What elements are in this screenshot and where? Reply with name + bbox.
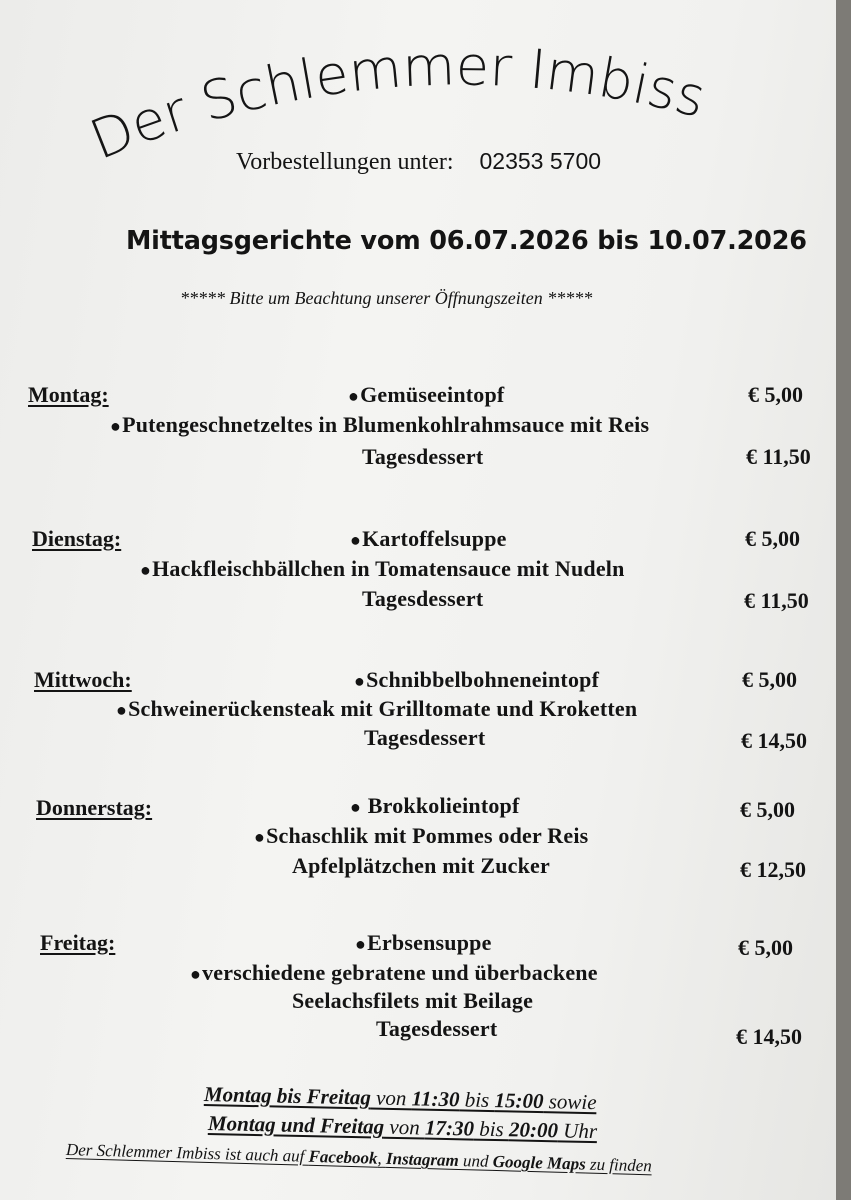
tuesday-main-price: € 11,50 [744,588,809,613]
social-media-line: Der Schlemmer Imbiss ist auch auf Facebook, Instagram und Google Maps zu finden [65,1140,653,1176]
wednesday-main: ●Schweinerückensteak mit Grilltomate und Kroketten [116,696,638,721]
tuesday-soup: ●Kartoffelsuppe [350,526,507,551]
friday-main-line2: Seelachsfilets mit Beilage [292,988,534,1013]
restaurant-title-text: Der Schlemmer Imbiss [81,34,713,172]
tuesday-main: ●Hackfleischbällchen in Tomatensauce mit Nudeln [140,556,625,581]
thursday-dessert: Apfelplätzchen mit Zucker [292,853,550,878]
monday-main: ●Putengeschnetzeltes in Blumenkohlrahmsauce mit Reis [110,412,650,437]
preorder-line [236,148,601,176]
tuesday-soup-price: € 5,00 [745,526,800,551]
wednesday-main-price: € 14,50 [741,728,807,753]
day-monday: Montag: [28,382,109,407]
wednesday-soup: ●Schnibbelbohneneintopf [354,667,600,692]
friday-soup-price: € 5,00 [738,935,793,960]
friday-soup: ●Erbsensuppe [355,930,492,955]
menu-heading: Mittagsgerichte vom 06.07.2026 bis 10.07.2026 [126,226,807,256]
thursday-main: ●Schaschlik mit Pommes oder Reis [254,823,589,848]
opening-hours-line-1: Montag bis Freitag von 11:30 bis 15:00 sowie [203,1082,597,1115]
friday-main: ●verschiedene gebratene und überbackene [190,960,598,985]
day-tuesday: Dienstag: [32,526,122,551]
monday-dessert: Tagesdessert [362,444,484,469]
monday-soup: ●Gemüseeintopf [348,382,505,407]
day-wednesday: Mittwoch: [34,667,132,692]
friday-dessert: Tagesdessert [376,1016,498,1041]
wednesday-soup-price: € 5,00 [742,667,797,692]
thursday-main-price: € 12,50 [740,857,806,882]
preorder-label: Vorbestellungen unter: [236,149,454,175]
opening-hours-notice: ***** Bitte um Beachtung unserer Öffnungszeiten ***** [180,288,593,308]
monday-main-price: € 11,50 [746,444,811,469]
day-friday: Freitag: [40,930,116,955]
tuesday-dessert: Tagesdessert [362,586,484,611]
monday-soup-price: € 5,00 [748,382,803,407]
friday-main-price: € 14,50 [736,1024,802,1049]
thursday-soup-price: € 5,00 [740,797,795,822]
opening-hours-line-2: Montag und Freitag von 17:30 bis 20:00 Uhr [207,1111,598,1144]
wednesday-dessert: Tagesdessert [364,725,486,750]
phone-number: 02353 5700 [479,148,602,174]
thursday-soup: ● Brokkolieintopf [350,793,520,818]
day-thursday: Donnerstag: [36,795,153,820]
